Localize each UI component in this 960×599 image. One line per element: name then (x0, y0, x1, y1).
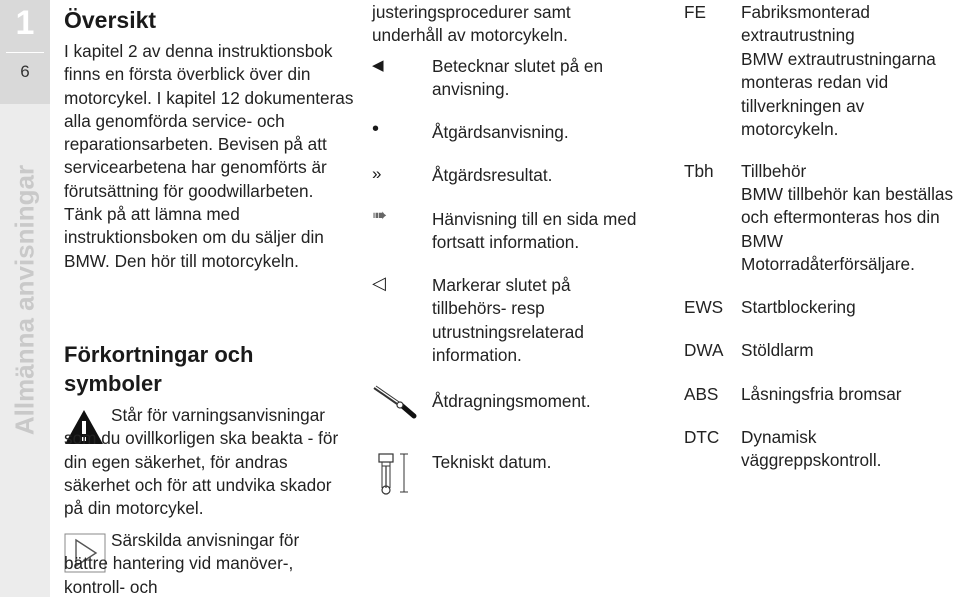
technical-data-icon (376, 450, 416, 496)
abbreviations-heading-line1: Förkortningar och (64, 342, 254, 367)
symbol-desc-end-instruction: Betecknar slutet på en anvisning. (432, 56, 604, 100)
overview-text: I kapitel 2 av denna instruktionsbok finns en första överblick över din motorcykel. I kapitel 12 dokumenteras alla genomförda service- och reparationsarbeten. Bevisen på att servicearbetena har genomförts är förutsättning för goodwillarbeten. Tänk på att lämna med instruktionsboken om du säljer din BMW. Den hör till motorcykeln. (64, 41, 354, 271)
torque-wrench-icon (372, 384, 422, 424)
abbr-tbh-title: Tillbehör (741, 161, 807, 181)
symbol-desc-torque: Åtdragningsmoment. (432, 391, 591, 411)
abbr-abs-title: Låsningsfria bromsar (741, 384, 902, 404)
section-title-vertical: Allmänna anvisningar (9, 164, 40, 436)
abbreviations-heading-line2: symboler (64, 371, 162, 396)
accessory-end-icon: ◁ (372, 273, 386, 293)
tab-divider (6, 52, 44, 53)
abbr-abs: ABS (684, 384, 719, 404)
page-reference-arrow-icon: ➠ (372, 205, 388, 225)
end-instruction-icon: ◀ (372, 57, 384, 74)
abbr-fe: FE (684, 2, 706, 22)
abbr-fe-desc: BMW extrautrustningarna monteras redan vid tillverkningen av motorcykeln. (741, 49, 936, 139)
abbr-dwa-title: Stöldlarm (741, 340, 814, 360)
overview-heading: Översikt (64, 7, 157, 33)
symbol-desc-action: Åtgärdsanvisning. (432, 122, 569, 142)
chapter-tab (0, 0, 50, 597)
symbol-desc-reference: Hänvisning till en sida med fortsatt information. (432, 209, 637, 253)
abbr-dwa: DWA (684, 340, 724, 360)
abbr-tbh: Tbh (684, 161, 714, 181)
symbol-desc-result: Åtgärdsresultat. (432, 165, 553, 185)
warning-text: Står för varningsanvisningar som du ovillkorligen ska beakta - för din egen säkerhet, för andras säkerhet och för att undvika skador på din motorcykel. (64, 405, 339, 519)
symbol-desc-accessory-end: Markerar slutet på tillbehörs- resp utrustningsrelaterad information. (432, 275, 584, 365)
bullet-icon: • (372, 118, 380, 140)
abbr-dtc-title: Dynamisk väggreppskontroll. (741, 427, 882, 471)
abbr-fe-title: Fabriksmonterad extrautrustning (741, 2, 870, 46)
continuation-text: justeringsprocedurer samt underhåll av motorcykeln. (372, 2, 571, 46)
abbr-tbh-desc: BMW tillbehör kan beställas och eftermonteras hos din BMW Motorradåterförsäljare. (741, 184, 954, 274)
chapter-number: 1 (15, 4, 35, 42)
symbol-desc-technical-data: Tekniskt datum. (432, 452, 552, 472)
note-text: Särskilda anvisningar för bättre hantering vid manöver-, kontroll- och (64, 530, 300, 597)
abbr-ews-title: Startblockering (741, 297, 856, 317)
page-number: 6 (20, 62, 30, 81)
result-icon: » (372, 164, 382, 183)
abbr-dtc: DTC (684, 427, 720, 447)
abbr-ews: EWS (684, 297, 724, 317)
